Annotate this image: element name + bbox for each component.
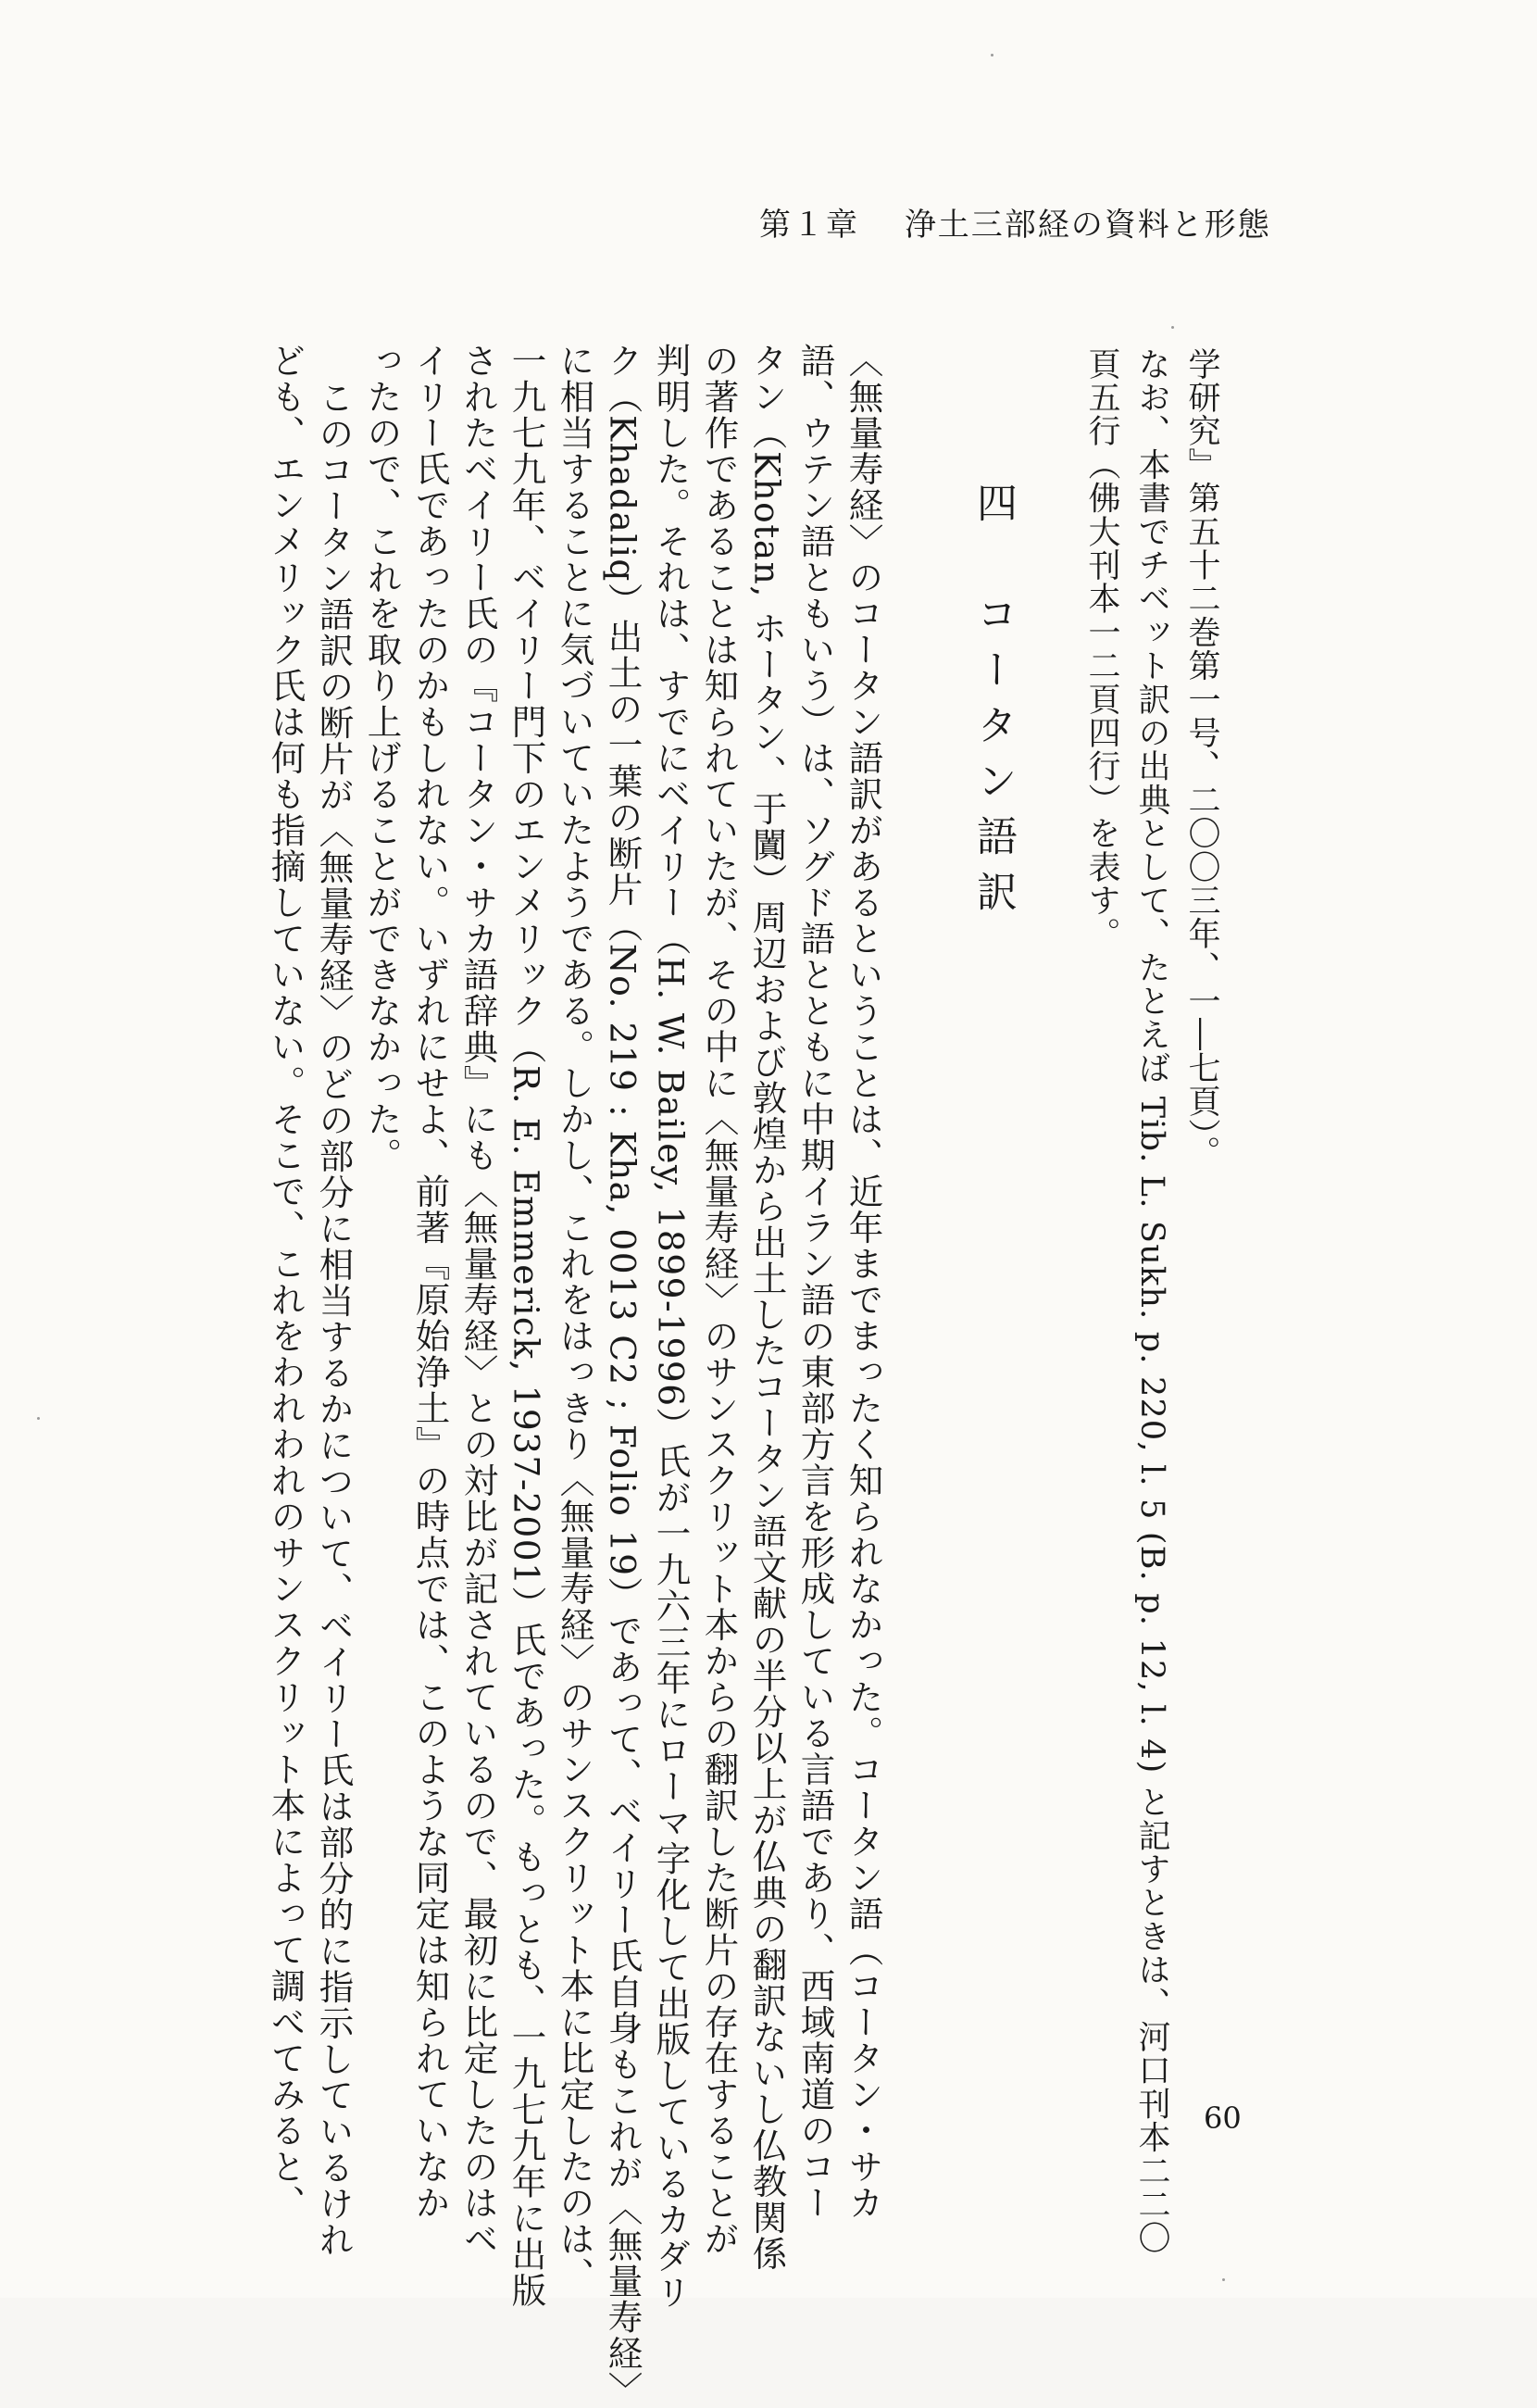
running-head xyxy=(759,199,1278,245)
scan-speck xyxy=(37,1417,40,1420)
body-line: 語、ウテン語ともいう）は、ソグド語とともに中期イラン語の東部方言を形成している言語であり、西域南道のコー xyxy=(794,343,836,2221)
note-line: 学研究』第五十二巻第一号、二〇〇三年、一―七頁）。 xyxy=(1183,347,1220,1170)
body-line: ク（Khadaliq）出土の一葉の断片（No. 219 : Kha, 0013 C2 ; Folio 19）であって、ベイリー氏自身もこれが〈無量寿経〉 xyxy=(602,343,644,2408)
body-line: 〈無量寿経〉のコータン語訳があるということは、近年までまったく知られなかった。コータン語（コータン・サカ xyxy=(843,343,884,2221)
scan-speck xyxy=(1171,326,1174,329)
body-line: に相当することに気づいていたようである。しかし、これをはっきり〈無量寿経〉のサンスクリット本に比定したのは、 xyxy=(554,343,595,2293)
body-line: ども、エンメリック氏は何も指摘していない。そこで、これをわれわれのサンスクリット本によって調べてみると、 xyxy=(265,343,306,2221)
body-line: ったので、これを取り上げることができなかった。 xyxy=(361,343,403,1173)
body-line: このコータン語訳の断片が〈無量寿経〉のどの部分に相当するかについて、ベイリー氏は部分的に指示しているけれ xyxy=(313,380,355,2258)
scan-speck xyxy=(991,54,993,56)
running-head-title: 浄土三部経の資料と形態 xyxy=(904,207,1271,244)
body-line: 一九七九年、ベイリー門下のエンメリック（R. E. Emmerick, 1937-2001）氏であった。もっとも、一九七九年に出版 xyxy=(506,343,547,2309)
body-line: タン（Khotan, ホータン、于闐）周辺および敦煌から出土したコータン語文献の半分以上が仏典の翻訳ないし仏教関係 xyxy=(746,343,788,2273)
section-heading: 四 コータン語訳 xyxy=(969,482,1017,926)
body-line: 判明した。それは、すでにベイリー（H. W. Bailey, 1899-1996）氏が一九六三年にローマ字化して出版しているカダリ xyxy=(650,343,692,2311)
scan-speck xyxy=(1222,2278,1225,2281)
note-line: なお、本書でチベット訳の出典として、たとえば Tib. L. Sukh. p. 220, l. 5 (B. p. 12, l. 4) と記すときは、河口刊本二二〇 xyxy=(1133,347,1170,2255)
body-line: の著作であることは知られていたが、その中に〈無量寿経〉のサンスクリット本からの翻訳した断片の存在することが xyxy=(698,343,740,2257)
page-number: 60 xyxy=(1204,2101,1242,2136)
note-line: 頁五行（佛大刊本一二頁四行）を表す。 xyxy=(1083,347,1120,951)
running-head-chapter: 第１章 xyxy=(759,207,859,244)
body-line: されたベイリー氏の『コータン・サカ語辞典』にも〈無量寿経〉との対比が記されているので、最初に比定したのはベ xyxy=(457,343,499,2257)
body-line: イリー氏であったのかもしれない。いずれにせよ、前著『原始浄土』の時点では、このような同定は知られていなか xyxy=(409,343,451,2221)
